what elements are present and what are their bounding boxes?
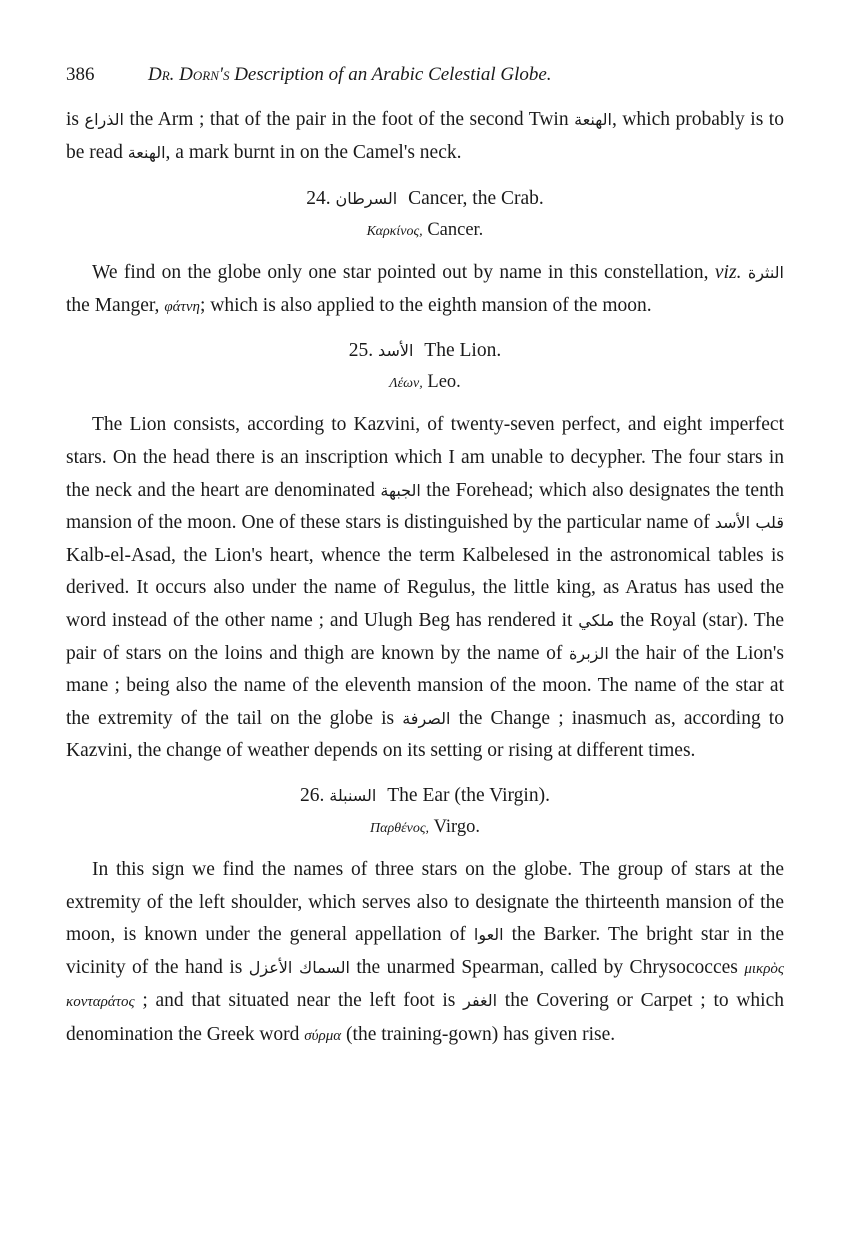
para-text: (the training-gown) has given rise. xyxy=(341,1023,616,1045)
para-text: In this sign we find the names of three stars on the globe. The group of stars at the extremity of the left shoulder, which serves also to designate the thirteenth mansion of the moon, is known under the general appellation of xyxy=(66,858,784,946)
greek-name: Λέων, xyxy=(389,376,423,392)
greek-term: σύρμα xyxy=(304,1027,342,1044)
arabic-term: السماك الأعزل xyxy=(248,957,350,977)
intro-paragraph xyxy=(66,104,784,169)
section-heading-24 xyxy=(66,183,784,215)
latin-name: Virgo. xyxy=(433,816,480,837)
intro-text-2: the Arm ; that of the pair in the foot of the second Twin xyxy=(123,109,575,130)
paragraph-virgin xyxy=(66,854,784,1053)
running-title xyxy=(148,64,552,85)
para-italic: viz. xyxy=(714,262,742,284)
arabic-term: السنبلة xyxy=(329,785,377,805)
para-text: ; which is also applied to the eighth mansion of the moon. xyxy=(199,294,652,316)
greek-term: φάτνη xyxy=(164,298,200,315)
para-text: We find on the globe only one star pointed out by name in this constellation, xyxy=(92,262,715,284)
section-number: 25. xyxy=(348,340,374,362)
para-text: the Change ; inasmuch as, according to Kazvini, the change of weather depends on its setting or rising at different times. xyxy=(66,707,784,762)
arabic-term: العوا xyxy=(473,925,504,945)
para-text: the hair of the Lion's mane ; being also the name of the eleventh mansion of the moon. The name of the star at the extremity of the tail on the globe is xyxy=(66,642,784,729)
greek-name: Καρκίνος, xyxy=(366,224,423,240)
arabic-term: الهنعة xyxy=(574,110,612,129)
arabic-term: قلب الأسد xyxy=(714,513,784,533)
para-text: the Covering or Carpet ; to which denomination the Greek word xyxy=(66,990,784,1045)
arabic-term: ملكي xyxy=(578,610,615,630)
arabic-term: الذراع xyxy=(84,110,124,129)
section-heading-25 xyxy=(66,335,784,367)
para-text: ; and that situated near the left foot is xyxy=(134,990,464,1012)
arabic-term: الصرفة xyxy=(402,708,451,728)
para-text: the Barker. The bright star in the vicinity of the hand is xyxy=(66,924,784,978)
running-head xyxy=(66,62,784,88)
arabic-term: النثرة xyxy=(747,263,784,283)
para-text: the unarmed Spearman, called by Chrysococces xyxy=(349,956,745,978)
arabic-term: الأسد xyxy=(378,341,414,361)
latin-name: Leo. xyxy=(427,372,461,393)
para-text: The Lion consists, according to Kazvini, of twenty-seven perfect, and eight imperfect stars. On the head there is an inscription which I am unable to decypher. The four stars in the neck and the heart are denominated xyxy=(66,414,784,501)
section-subheading-26 xyxy=(66,812,784,844)
arabic-term: السرطان xyxy=(335,189,398,209)
paragraph-cancer xyxy=(66,257,784,323)
intro-text-4: , a mark burnt in on the Camel's neck. xyxy=(165,141,462,163)
latin-name: Cancer. xyxy=(427,220,484,241)
section-subheading-25 xyxy=(66,367,784,399)
running-title-author: Dr. Dorn's xyxy=(148,64,230,85)
arabic-term: الجبهة xyxy=(380,480,421,500)
section-subheading-24 xyxy=(66,215,784,247)
para-text: Kalb-el-Asad, the Lion's heart, whence the term Kalbelesed in the astronomical tables is derived. It occurs also under the name of Regulus, the little king, as Aratus has used the word instead of the other name ; and Ulugh Beg has rendered it xyxy=(66,544,784,631)
page xyxy=(66,62,784,1052)
para-text: the Manger, xyxy=(66,294,165,316)
section-number: 24. xyxy=(306,188,331,210)
paragraph-lion xyxy=(66,409,784,768)
intro-text-3: , which probably is to be read xyxy=(66,109,784,163)
section-label: The Lion. xyxy=(424,340,502,362)
arabic-term: الهنعة xyxy=(127,142,166,162)
section-heading-26 xyxy=(66,780,784,812)
arabic-term: الغفر xyxy=(463,991,498,1011)
intro-text-1: is xyxy=(66,109,85,130)
para-text: the Forehead; which also designates the tenth mansion of the moon. One of these stars is distinguished by the particular name of xyxy=(66,479,785,534)
greek-name: Παρθένος, xyxy=(370,820,429,836)
running-title-text: Description of an Arabic Celestial Globe. xyxy=(229,64,552,85)
section-label: The Ear (the Virgin). xyxy=(387,784,550,806)
greek-term: μικρὸς κονταράτος xyxy=(66,960,784,1011)
section-number: 26. xyxy=(300,784,325,806)
arabic-term: الزبرة xyxy=(569,643,609,663)
page-number: 386 xyxy=(66,64,95,85)
section-label: Cancer, the Crab. xyxy=(408,188,544,210)
para-text: the Royal (star). The pair of stars on the loins and thigh are known by the name of xyxy=(66,609,785,664)
